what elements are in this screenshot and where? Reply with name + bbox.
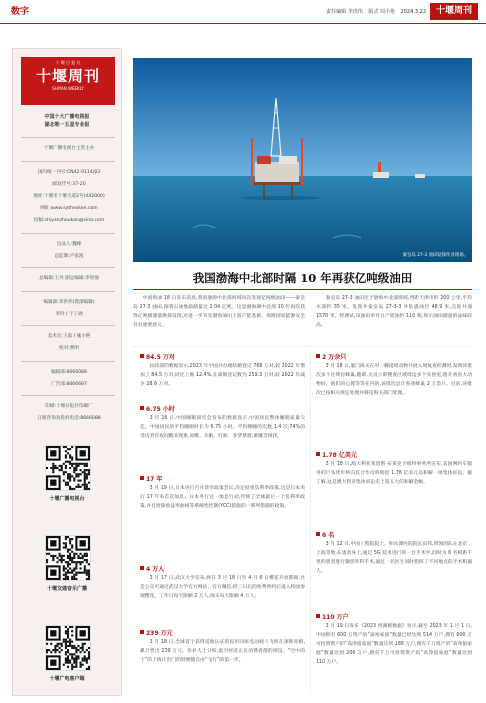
divider <box>21 325 115 326</box>
lead-paragraph-2: 秦皇岛 27-3 油田位于渤海中北部海域,西距天津市约 200 公里,平均水深约 35 米。发现井秦皇岛 27-3-3 井钻遇油层 48.9 米,完钻井深 1570 米。经测试,该油田单井日产原油约 110 吨,预示油田储量的品味较高。 <box>316 296 472 328</box>
divider <box>21 395 115 396</box>
item-text: 3 月 18 日,全球首个获得适航认证的民用四座电动载人飞机在深圳亮相,累计售出 239 万元。作业人士分析,低空经济正在消费者群的预设。“空中的士”的上线让出门的轻便随自由“飞行”的第一步。 <box>140 640 305 663</box>
section-label: 数字 <box>11 7 30 17</box>
item-title: 6 名 <box>316 530 334 539</box>
printer: 印刷:十堰日报社印刷厂 <box>45 404 93 409</box>
item-text: 3 月 18 日,澳大利亚莱恩斯·布莱克卡维特事务所宣布,美国网约车服务的巨头优步将向其合作司机赔偿 1.78 亿美元以和解一项集体诉讼。据了解,这是澳大利亚集体诉讼史上第五大的和解金额。 <box>316 462 472 485</box>
item-text: 3 月 18 日,厦门海关在对一艘进境动物开展入境复查检测时,发现该批次多个区域有蜂巢,随即,关员立即搜查区域周边多个实验室,拨开查看大动物肝、他们的心理等等在内的,该批次总计查获蜂巢 2 万余只。目前,该批次已按相关规定处理并移送海关部门处理。 <box>316 364 472 396</box>
masthead-title: 十堰周刊 <box>35 67 100 85</box>
website: 网址:www.sythesken.com <box>40 206 98 211</box>
qr-code[interactable] <box>45 445 91 491</box>
photo-caption: 秦皇岛 27-3 油田钻探作业现场。 <box>402 253 468 258</box>
headline-rule <box>133 289 472 290</box>
proofreader: 校对:曹明 <box>59 346 79 351</box>
header-logo: 十堰周刊 <box>430 3 478 20</box>
editorial-dept-staff: 李玲 / 于子涵 <box>55 312 83 317</box>
editor: 责任编辑 李洪伟 <box>326 9 363 15</box>
divider <box>21 137 115 138</box>
qr-caption-tv: 十堰广播电视台 <box>49 496 85 502</box>
sponsor: 十堰广播电视台主管主办 <box>43 146 95 151</box>
item-text: 3 月 17 日,武汉大学宣布,将在 3 月 18 日至 4 月 6 日樱花开放期间,社会公众可通过武汉大学官方网站、官方微信,经三日后的免费预约后进入校园参观樱花。工作日每天限额 2 万人,周末每天限额 4 万人。 <box>140 576 305 599</box>
divider <box>21 291 115 292</box>
item-text: 3 月 19 日发布《2023 西湖税数据》显示,截至 2023 年 1 月 1 日,中国拥有 600 万资产的“富裕家庭”数量已经达到 514 万户,拥有 600 万可投资资产的“高净值家庭”数量达到 188 万户,拥有千万资产的“高净值家庭”数量达到 206 万户,拥有千万可投资资产的“高净值家庭”数量达到 110 万户。 <box>316 624 472 665</box>
item-title: 4 万人 <box>140 564 164 573</box>
item-title: 1.78 亿美元 <box>316 450 357 459</box>
item-text: 3 月 19 日,日本央行召开货币政策会议,决定结束负利率政策,这是日本央行 17 年来首次加息。日本央行这一加息行动,传统了全球最后一个负利率政策,并且废除收益率曲线等系统性控制(YCC)措施的一系列措施的政策。 <box>140 486 305 509</box>
main-headline: 我国渤海中北部时隔 10 年再获亿吨级油田 <box>192 271 413 285</box>
lead-paragraph-1: 中国海油 18 日发布消息,我国渤海中北部海域再次发现亿吨级油田——秦皇岛 27-3 油田,探明石油地质储量达 1.04 亿吨。这是渤海湖中北部 10 年再次获得亿吨级储量勘探发现,对进一步夯实渤海油田上游产能基础、保障国家能源安全具有重要意义。 <box>133 296 305 328</box>
section-divider <box>133 346 472 347</box>
item-title: 110 万户 <box>316 612 349 621</box>
layout-editor: 版式 周小艳 <box>368 9 395 15</box>
issue-date: 2024.3.22 <box>400 9 426 15</box>
slogan-1: 中国十大广播电视报 <box>44 114 90 120</box>
header-meta <box>322 8 426 15</box>
item-title: 6.75 小时 <box>140 404 175 413</box>
tel-editorial: 编辑部:8666088 <box>51 370 87 375</box>
masthead-publisher: 十 堰 日 报 社 <box>55 60 81 65</box>
item-title: 17 年 <box>140 474 162 483</box>
post-code: 邮发代号:37-20 <box>52 182 86 187</box>
item-text: 3 月 16 日,中国睡眠研究会发布的数据显示,中国居民整体睡眠质量欠佳。中国居民的平均睡眠时长为 6.75 小时。平均晚睡的次数 1.4 次,74%的受访者有夜间醒来现象,易醒、失眠、打鼾、多梦梦游,难睡等困扰。 <box>140 416 305 439</box>
item-text: 民政部的数据显示,2023 年中国共办理结婚登记 768 万对,较 2022 年增加了 84.5 万对,同比上涨 12.4%;在离婚登记数为 259.3 万对,较 2022 年减少 28.6 万对。 <box>140 364 305 387</box>
oil-platform-photo <box>133 58 472 262</box>
divider <box>21 267 115 268</box>
chief-editor: 总编辑:王丹 副总编辑:李进强 <box>39 276 99 281</box>
art-dept: 美术室:王淼 / 雍小艳 <box>47 334 91 339</box>
divider <box>21 361 115 362</box>
publisher: 出品人:魏峰 <box>56 242 82 247</box>
slogan-2: 湖北唯一五星专业报 <box>44 122 90 128</box>
qr-caption-app: 十堰广电客户端 <box>49 676 85 682</box>
cn-number: 国内统一刊号:CN42-0114/03 <box>37 170 101 175</box>
sidebar <box>12 48 122 696</box>
tel-ads: 广告部:8666687 <box>51 382 87 387</box>
masthead-subtitle: SHIYAN WEEKLY <box>52 86 84 91</box>
editorial-dept: 编辑部:李洪伟(资深编辑) <box>43 300 95 305</box>
item-text: 3 月 12 日,中国工程院院士、积水潭医院院长田伟,带领团队在北京、上海等地,在患者身上,通过 5G 技术进行的一台手术中,同时为 6 名相距千里的患者进行微创外科手术,通过一名医生同时指挥了不同地点的手术机器人。 <box>316 542 472 574</box>
email: 投稿:shiyanzhoukan@sina.com <box>33 218 105 223</box>
item-title: 239 万元 <box>140 628 173 637</box>
divider <box>21 161 115 162</box>
qr-code[interactable] <box>45 535 91 581</box>
column-divider <box>310 350 311 695</box>
item-title: 2 万余只 <box>316 352 346 361</box>
masthead <box>21 57 115 105</box>
director: 总监制:卢家波 <box>54 254 84 259</box>
divider <box>21 233 115 234</box>
item-title: 84.5 万对 <box>140 352 175 361</box>
qr-code[interactable] <box>45 625 91 671</box>
hotline: 订阅咨询及投诉电话:8666088 <box>37 416 101 421</box>
qr-caption-radio: 十堰交通音乐广播 <box>46 586 87 592</box>
page-header <box>0 0 486 24</box>
address: 地址:十堰市十堰大道2号(442000) <box>33 194 105 199</box>
oil-platform-illustration <box>133 58 472 262</box>
